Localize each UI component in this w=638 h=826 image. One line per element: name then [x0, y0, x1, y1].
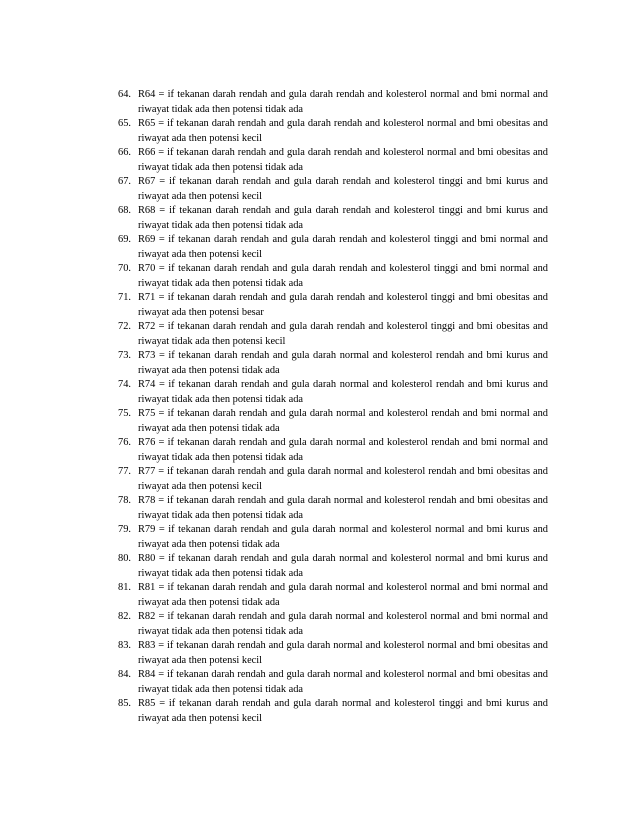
rule-text: R85 = if tekanan darah rendah and gula darah normal and kolesterol tinggi and bmi kurus and riwayat ada then potensi kecil — [138, 698, 548, 724]
rule-number: 78. — [118, 495, 131, 506]
rule-item — [118, 610, 548, 639]
rule-item — [118, 436, 548, 465]
rule-item — [118, 668, 548, 697]
rule-item — [118, 204, 548, 233]
rule-text: R81 = if tekanan darah rendah and gula darah normal and kolesterol normal and bmi normal and riwayat ada then potensi tidak ada — [138, 582, 548, 608]
rule-item — [118, 639, 548, 668]
rule-text: R84 = if tekanan darah rendah and gula darah normal and kolesterol normal and bmi obesitas and riwayat tidak ada then potensi tidak ada — [138, 669, 548, 695]
rule-number: 80. — [118, 553, 131, 564]
rule-number: 85. — [118, 698, 131, 709]
rule-text: R74 = if tekanan darah rendah and gula darah normal and kolesterol rendah and bmi kurus and riwayat tidak ada then potensi tidak ada — [138, 379, 548, 405]
rule-item — [118, 146, 548, 175]
rule-text: R69 = if tekanan darah rendah and gula darah rendah and kolesterol tinggi and bmi normal and riwayat ada then potensi kecil — [138, 234, 548, 260]
rule-number: 73. — [118, 350, 131, 361]
rule-number: 74. — [118, 379, 131, 390]
rule-text: R76 = if tekanan darah rendah and gula darah normal and kolesterol rendah and bmi normal and riwayat tidak ada then potensi tidak ada — [138, 437, 548, 463]
rule-text: R77 = if tekanan darah rendah and gula darah normal and kolesterol rendah and bmi obesitas and riwayat ada then potensi kecil — [138, 466, 548, 492]
rule-text: R80 = if tekanan darah rendah and gula darah normal and kolesterol normal and bmi kurus and riwayat tidak ada then potensi tidak ada — [138, 553, 548, 579]
rule-item — [118, 494, 548, 523]
rule-item — [118, 378, 548, 407]
rule-item — [118, 465, 548, 494]
rule-text: R66 = if tekanan darah rendah and gula darah rendah and kolesterol normal and bmi obesitas and riwayat tidak ada then potensi tidak ada — [138, 147, 548, 173]
rule-text: R79 = if tekanan darah rendah and gula darah normal and kolesterol normal and bmi kurus and riwayat ada then potensi tidak ada — [138, 524, 548, 550]
rule-item — [118, 581, 548, 610]
rule-item — [118, 523, 548, 552]
rule-number: 82. — [118, 611, 131, 622]
rule-number: 65. — [118, 118, 131, 129]
rule-number: 79. — [118, 524, 131, 535]
rule-number: 72. — [118, 321, 131, 332]
rule-text: R78 = if tekanan darah rendah and gula darah normal and kolesterol rendah and bmi obesitas and riwayat tidak ada then potensi tidak ada — [138, 495, 548, 521]
rule-text: R71 = if tekanan darah rendah and gula darah rendah and kolesterol tinggi and bmi obesitas and riwayat ada then potensi besar — [138, 292, 548, 318]
rule-number: 75. — [118, 408, 131, 419]
rule-text: R65 = if tekanan darah rendah and gula darah rendah and kolesterol normal and bmi obesitas and riwayat ada then potensi kecil — [138, 118, 548, 144]
rule-item — [118, 552, 548, 581]
rule-number: 67. — [118, 176, 131, 187]
rule-number: 64. — [118, 89, 131, 100]
rule-text: R64 = if tekanan darah rendah and gula darah rendah and kolesterol normal and bmi normal and riwayat tidak ada then potensi tidak ada — [138, 89, 548, 115]
rule-item — [118, 88, 548, 117]
rule-number: 70. — [118, 263, 131, 274]
rule-number: 66. — [118, 147, 131, 158]
rule-item — [118, 175, 548, 204]
rule-number: 68. — [118, 205, 131, 216]
rule-text: R83 = if tekanan darah rendah and gula darah normal and kolesterol normal and bmi obesitas and riwayat ada then potensi kecil — [138, 640, 548, 666]
rule-number: 69. — [118, 234, 131, 245]
rule-text: R72 = if tekanan darah rendah and gula darah rendah and kolesterol tinggi and bmi obesitas and riwayat tidak ada then potensi kecil — [138, 321, 548, 347]
rule-text: R75 = if tekanan darah rendah and gula darah normal and kolesterol rendah and bmi normal and riwayat ada then potensi tidak ada — [138, 408, 548, 434]
rule-number: 83. — [118, 640, 131, 651]
rule-number: 77. — [118, 466, 131, 477]
rule-text: R67 = if tekanan darah rendah and gula darah rendah and kolesterol tinggi and bmi kurus and riwayat ada then potensi kecil — [138, 176, 548, 202]
rule-number: 84. — [118, 669, 131, 680]
rule-number: 71. — [118, 292, 131, 303]
rule-item — [118, 407, 548, 436]
rule-text: R73 = if tekanan darah rendah and gula darah normal and kolesterol rendah and bmi kurus and riwayat ada then potensi tidak ada — [138, 350, 548, 376]
rule-text: R68 = if tekanan darah rendah and gula darah rendah and kolesterol tinggi and bmi kurus and riwayat tidak ada then potensi tidak ada — [138, 205, 548, 231]
rule-item — [118, 117, 548, 146]
rule-item — [118, 320, 548, 349]
rule-item — [118, 291, 548, 320]
rule-text: R70 = if tekanan darah rendah and gula darah rendah and kolesterol tinggi and bmi normal and riwayat tidak ada then potensi tidak ada — [138, 263, 548, 289]
rule-number: 81. — [118, 582, 131, 593]
rule-list — [118, 88, 548, 726]
rule-item — [118, 233, 548, 262]
rule-item — [118, 262, 548, 291]
rule-item — [118, 349, 548, 378]
rule-number: 76. — [118, 437, 131, 448]
rule-text: R82 = if tekanan darah rendah and gula darah normal and kolesterol normal and bmi normal and riwayat tidak ada then potensi tidak ada — [138, 611, 548, 637]
rule-item — [118, 697, 548, 726]
